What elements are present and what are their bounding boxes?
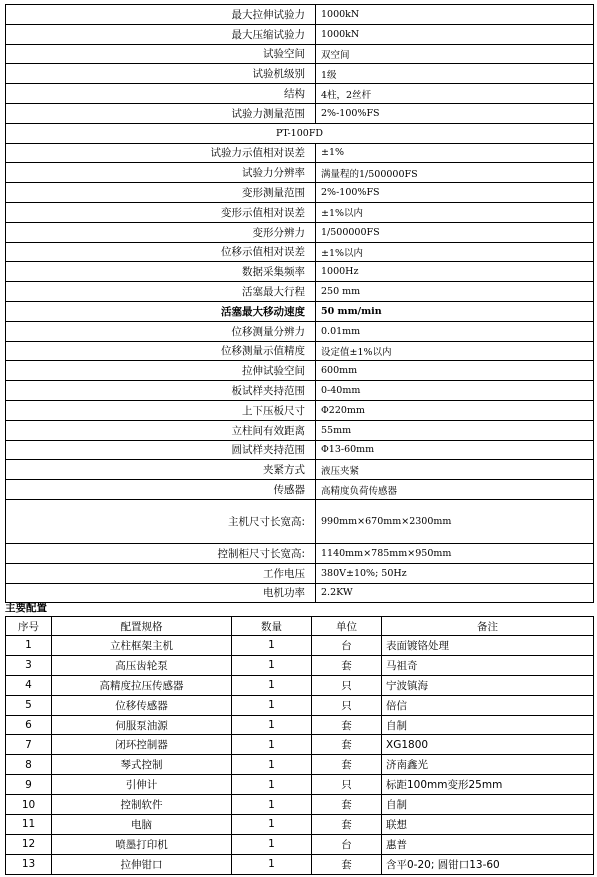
spec-row bbox=[6, 202, 594, 222]
config-spec: 引伸计 bbox=[52, 775, 232, 795]
spec-row bbox=[6, 282, 594, 302]
config-spec: 拉伸钳口 bbox=[52, 854, 232, 874]
spec-label: 主机尺寸长宽高: bbox=[6, 499, 316, 543]
config-index: 4 bbox=[6, 675, 52, 695]
spec-model-label: PT-100FD bbox=[6, 123, 594, 143]
spec-row bbox=[6, 24, 594, 44]
spec-value: 250 mm bbox=[316, 282, 594, 302]
config-index: 7 bbox=[6, 735, 52, 755]
config-index: 5 bbox=[6, 695, 52, 715]
config-unit: 套 bbox=[312, 735, 382, 755]
config-quantity: 1 bbox=[232, 854, 312, 874]
config-spec: 伺服泵油源 bbox=[52, 715, 232, 735]
spec-value: 1000kN bbox=[316, 24, 594, 44]
config-row bbox=[6, 795, 594, 815]
spec-value: 55mm bbox=[316, 420, 594, 440]
config-index: 9 bbox=[6, 775, 52, 795]
spec-value: 380V±10%; 50Hz bbox=[316, 563, 594, 583]
spec-row bbox=[6, 163, 594, 183]
spec-row bbox=[6, 440, 594, 460]
spec-value: 1000kN bbox=[316, 5, 594, 25]
spec-row bbox=[6, 499, 594, 543]
config-row bbox=[6, 775, 594, 795]
spec-label: 试验力示值相对误差 bbox=[6, 143, 316, 163]
spec-value: 2.2KW bbox=[316, 583, 594, 603]
spec-value: Φ220mm bbox=[316, 400, 594, 420]
config-index: 11 bbox=[6, 815, 52, 835]
spec-value: 双空间 bbox=[316, 44, 594, 64]
config-row bbox=[6, 655, 594, 675]
spec-label: 上下压板尺寸 bbox=[6, 400, 316, 420]
config-unit: 套 bbox=[312, 655, 382, 675]
spec-label: 变形测量范围 bbox=[6, 183, 316, 203]
spec-value: 50 mm/min bbox=[316, 301, 594, 321]
config-quantity: 1 bbox=[232, 695, 312, 715]
spec-row bbox=[6, 44, 594, 64]
header-spec: 配置规格 bbox=[52, 617, 232, 636]
config-quantity: 1 bbox=[232, 755, 312, 775]
spec-label: 数据采集频率 bbox=[6, 262, 316, 282]
spec-value: 4柱，2丝杆 bbox=[316, 84, 594, 104]
spec-label: 活塞最大移动速度 bbox=[6, 301, 316, 321]
config-quantity: 1 bbox=[232, 735, 312, 755]
config-row bbox=[6, 675, 594, 695]
config-remark: XG1800 bbox=[382, 735, 594, 755]
spec-row bbox=[6, 64, 594, 84]
spec-label: 电机功率 bbox=[6, 583, 316, 603]
config-spec: 喷墨打印机 bbox=[52, 834, 232, 854]
config-remark: 倍信 bbox=[382, 695, 594, 715]
spec-row bbox=[6, 103, 594, 123]
spec-label: 试验空间 bbox=[6, 44, 316, 64]
spec-value: ±1%以内 bbox=[316, 242, 594, 262]
config-header-row bbox=[6, 617, 594, 636]
config-row bbox=[6, 834, 594, 854]
config-unit: 套 bbox=[312, 715, 382, 735]
header-quantity: 数量 bbox=[232, 617, 312, 636]
config-remark: 自制 bbox=[382, 795, 594, 815]
config-remark: 惠普 bbox=[382, 834, 594, 854]
spec-row bbox=[6, 400, 594, 420]
spec-value: 设定值±1%以内 bbox=[316, 341, 594, 361]
spec-row bbox=[6, 242, 594, 262]
spec-row bbox=[6, 543, 594, 563]
spec-row bbox=[6, 583, 594, 603]
spec-value: 1000Hz bbox=[316, 262, 594, 282]
config-remark: 自制 bbox=[382, 715, 594, 735]
header-index: 序号 bbox=[6, 617, 52, 636]
header-remark: 备注 bbox=[382, 617, 594, 636]
spec-value: 990mm×670mm×2300mm bbox=[316, 499, 594, 543]
config-unit: 套 bbox=[312, 815, 382, 835]
spec-label: 传感器 bbox=[6, 480, 316, 500]
spec-label: 位移示值相对误差 bbox=[6, 242, 316, 262]
spec-label: 板试样夹持范围 bbox=[6, 381, 316, 401]
specification-table bbox=[5, 4, 594, 603]
config-unit: 套 bbox=[312, 755, 382, 775]
spec-label: 拉伸试验空间 bbox=[6, 361, 316, 381]
spec-value: 液压夹紧 bbox=[316, 460, 594, 480]
spec-value: 0-40mm bbox=[316, 381, 594, 401]
spec-value: 1级 bbox=[316, 64, 594, 84]
config-quantity: 1 bbox=[232, 675, 312, 695]
config-unit: 台 bbox=[312, 636, 382, 656]
spec-label: 试验机级别 bbox=[6, 64, 316, 84]
spec-value: Φ13-60mm bbox=[316, 440, 594, 460]
config-spec: 立柱框架主机 bbox=[52, 636, 232, 656]
config-spec: 高压齿轮泵 bbox=[52, 655, 232, 675]
spec-value: ±1% bbox=[316, 143, 594, 163]
spec-row bbox=[6, 123, 594, 143]
config-quantity: 1 bbox=[232, 636, 312, 656]
header-unit: 单位 bbox=[312, 617, 382, 636]
spec-row bbox=[6, 420, 594, 440]
config-row bbox=[6, 735, 594, 755]
spec-row bbox=[6, 341, 594, 361]
spec-value: 2%-100%FS bbox=[316, 183, 594, 203]
spec-value: 600mm bbox=[316, 361, 594, 381]
spec-label: 工作电压 bbox=[6, 563, 316, 583]
spec-row bbox=[6, 301, 594, 321]
spec-label: 圆试样夹持范围 bbox=[6, 440, 316, 460]
spec-value: 2%-100%FS bbox=[316, 103, 594, 123]
spec-label: 控制柜尺寸长宽高: bbox=[6, 543, 316, 563]
spec-row bbox=[6, 84, 594, 104]
spec-row bbox=[6, 381, 594, 401]
config-unit: 套 bbox=[312, 795, 382, 815]
config-spec: 电脑 bbox=[52, 815, 232, 835]
config-quantity: 1 bbox=[232, 834, 312, 854]
config-spec: 控制软件 bbox=[52, 795, 232, 815]
config-row bbox=[6, 695, 594, 715]
spec-label: 夹紧方式 bbox=[6, 460, 316, 480]
config-remark: 宁波镇海 bbox=[382, 675, 594, 695]
spec-value: 0.01mm bbox=[316, 321, 594, 341]
spec-row bbox=[6, 361, 594, 381]
spec-label: 最大压缩试验力 bbox=[6, 24, 316, 44]
spec-label: 最大拉伸试验力 bbox=[6, 5, 316, 25]
config-index: 13 bbox=[6, 854, 52, 874]
spec-value: 1140mm×785mm×950mm bbox=[316, 543, 594, 563]
config-quantity: 1 bbox=[232, 775, 312, 795]
spec-label: 变形示值相对误差 bbox=[6, 202, 316, 222]
config-quantity: 1 bbox=[232, 815, 312, 835]
spec-value: ±1%以内 bbox=[316, 202, 594, 222]
spec-label: 试验力测量范围 bbox=[6, 103, 316, 123]
spec-row bbox=[6, 563, 594, 583]
config-row bbox=[6, 636, 594, 656]
spec-row bbox=[6, 183, 594, 203]
config-index: 10 bbox=[6, 795, 52, 815]
spec-row bbox=[6, 222, 594, 242]
config-unit: 只 bbox=[312, 695, 382, 715]
spec-label: 位移测量分辨力 bbox=[6, 321, 316, 341]
spec-value: 1/500000FS bbox=[316, 222, 594, 242]
config-quantity: 1 bbox=[232, 715, 312, 735]
spec-row bbox=[6, 480, 594, 500]
config-quantity: 1 bbox=[232, 795, 312, 815]
spec-row bbox=[6, 5, 594, 25]
config-index: 3 bbox=[6, 655, 52, 675]
spec-value: 满量程的1/500000FS bbox=[316, 163, 594, 183]
config-remark: 标距100mm变形25mm bbox=[382, 775, 594, 795]
config-spec: 闭环控制器 bbox=[52, 735, 232, 755]
config-unit: 台 bbox=[312, 834, 382, 854]
spec-row bbox=[6, 460, 594, 480]
config-index: 6 bbox=[6, 715, 52, 735]
config-row bbox=[6, 755, 594, 775]
config-unit: 只 bbox=[312, 775, 382, 795]
specification-table-body bbox=[6, 5, 594, 603]
config-remark: 联想 bbox=[382, 815, 594, 835]
config-section-title: 主要配置 bbox=[5, 602, 47, 614]
spec-label: 试验力分辨率 bbox=[6, 163, 316, 183]
config-remark: 表面镀铬处理 bbox=[382, 636, 594, 656]
config-remark: 济南鑫光 bbox=[382, 755, 594, 775]
config-index: 12 bbox=[6, 834, 52, 854]
spec-row bbox=[6, 262, 594, 282]
config-index: 1 bbox=[6, 636, 52, 656]
spec-value: 高精度负荷传感器 bbox=[316, 480, 594, 500]
config-quantity: 1 bbox=[232, 655, 312, 675]
config-spec: 高精度拉压传感器 bbox=[52, 675, 232, 695]
spec-label: 结构 bbox=[6, 84, 316, 104]
spec-label: 位移测量示值精度 bbox=[6, 341, 316, 361]
spec-label: 立柱间有效距离 bbox=[6, 420, 316, 440]
config-unit: 只 bbox=[312, 675, 382, 695]
config-unit: 套 bbox=[312, 854, 382, 874]
config-spec: 琴式控制 bbox=[52, 755, 232, 775]
configuration-table bbox=[5, 616, 594, 875]
config-spec: 位移传感器 bbox=[52, 695, 232, 715]
config-row bbox=[6, 854, 594, 874]
spec-row bbox=[6, 143, 594, 163]
config-remark: 含平0-20; 圆钳口13-60 bbox=[382, 854, 594, 874]
config-remark: 马祖奇 bbox=[382, 655, 594, 675]
spec-row bbox=[6, 321, 594, 341]
config-index: 8 bbox=[6, 755, 52, 775]
spec-label: 活塞最大行程 bbox=[6, 282, 316, 302]
spec-label: 变形分辨力 bbox=[6, 222, 316, 242]
config-row bbox=[6, 815, 594, 835]
config-row bbox=[6, 715, 594, 735]
configuration-table-body bbox=[6, 636, 594, 875]
